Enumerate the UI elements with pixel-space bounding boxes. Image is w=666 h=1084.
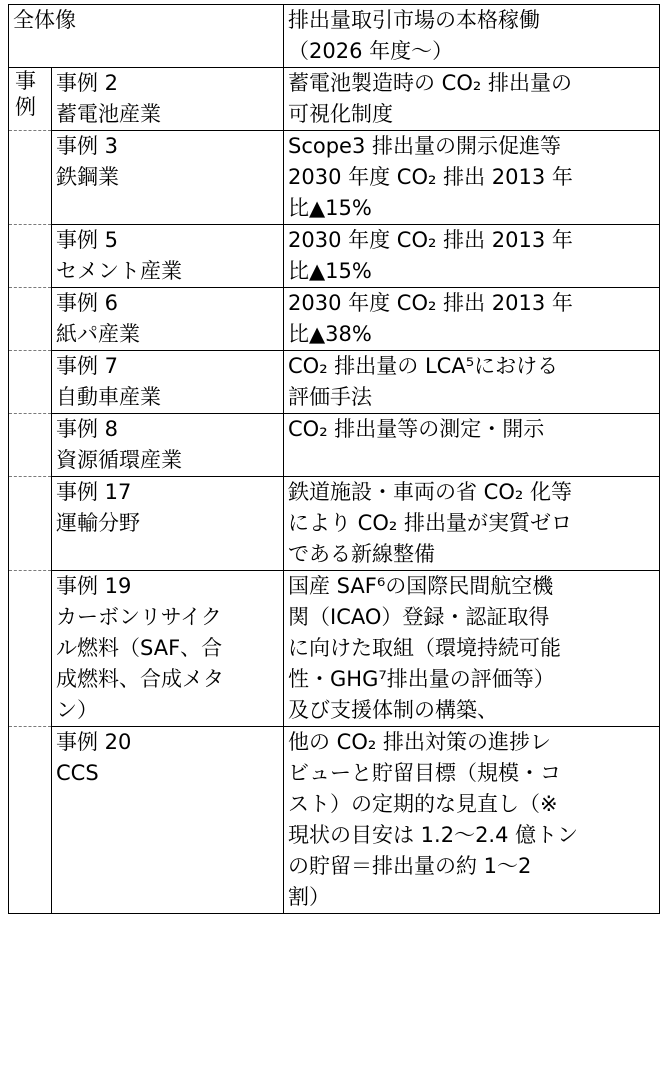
case-cell: 事例 17 運輸分野 xyxy=(52,477,284,571)
category-label-char: 例 xyxy=(15,95,36,119)
table-row xyxy=(9,68,660,131)
category-spacer-cell xyxy=(9,131,52,225)
category-spacer-cell xyxy=(9,727,52,914)
description-cell: 蓄電池製造時の CO₂ 排出量の 可視化制度 xyxy=(284,68,660,131)
description-cell: 鉄道施設・車両の省 CO₂ 化等 により CO₂ 排出量が実質ゼロ である新線整備 xyxy=(284,477,660,571)
cases-table xyxy=(8,4,660,914)
description-cell: 他の CO₂ 排出対策の進捗レ ビューと貯留目標（規模・コ スト）の定期的な見直し（※ 現状の目安は 1.2～2.4 億トン の貯留＝排出量の約 1～2 割） xyxy=(284,727,660,914)
category-label-char: 事 xyxy=(15,69,36,93)
case-cell: 事例 7 自動車産業 xyxy=(52,351,284,414)
case-cell: 事例 2 蓄電池産業 xyxy=(52,68,284,131)
category-spacer-cell xyxy=(9,288,52,351)
category-spacer-cell xyxy=(9,225,52,288)
case-cell: 事例 3 鉄鋼業 xyxy=(52,131,284,225)
table-row xyxy=(9,288,660,351)
description-cell: 国産 SAF⁶の国際民間航空機 関（ICAO）登録・認証取得 に向けた取組（環境持続可能 性・GHG⁷排出量の評価等） 及び支援体制の構築、 xyxy=(284,571,660,727)
table-row xyxy=(9,414,660,477)
category-spacer-cell xyxy=(9,477,52,571)
header-row xyxy=(9,5,660,68)
description-cell: 2030 年度 CO₂ 排出 2013 年 比▲15% xyxy=(284,225,660,288)
table-row xyxy=(9,727,660,914)
table-row xyxy=(9,477,660,571)
description-cell: Scope3 排出量の開示促進等 2030 年度 CO₂ 排出 2013 年 比▲15% xyxy=(284,131,660,225)
category-spacer-cell xyxy=(9,351,52,414)
description-cell: CO₂ 排出量の LCA⁵における 評価手法 xyxy=(284,351,660,414)
category-spacer-cell xyxy=(9,571,52,727)
table-row xyxy=(9,131,660,225)
table-row xyxy=(9,351,660,414)
description-cell: 2030 年度 CO₂ 排出 2013 年 比▲38% xyxy=(284,288,660,351)
case-cell: 事例 19 カーボンリサイク ル燃料（SAF、合 成燃料、合成メタ ン） xyxy=(52,571,284,727)
table-row xyxy=(9,571,660,727)
description-cell: CO₂ 排出量等の測定・開示 xyxy=(284,414,660,477)
category-spacer-cell xyxy=(9,414,52,477)
case-cell: 事例 8 資源循環産業 xyxy=(52,414,284,477)
header-left: 全体像 xyxy=(9,5,284,68)
header-right: 排出量取引市場の本格稼働 （2026 年度～） xyxy=(284,5,660,68)
category-label-cell xyxy=(9,68,52,131)
case-cell: 事例 20 CCS xyxy=(52,727,284,914)
case-cell: 事例 6 紙パ産業 xyxy=(52,288,284,351)
case-cell: 事例 5 セメント産業 xyxy=(52,225,284,288)
table-row xyxy=(9,225,660,288)
